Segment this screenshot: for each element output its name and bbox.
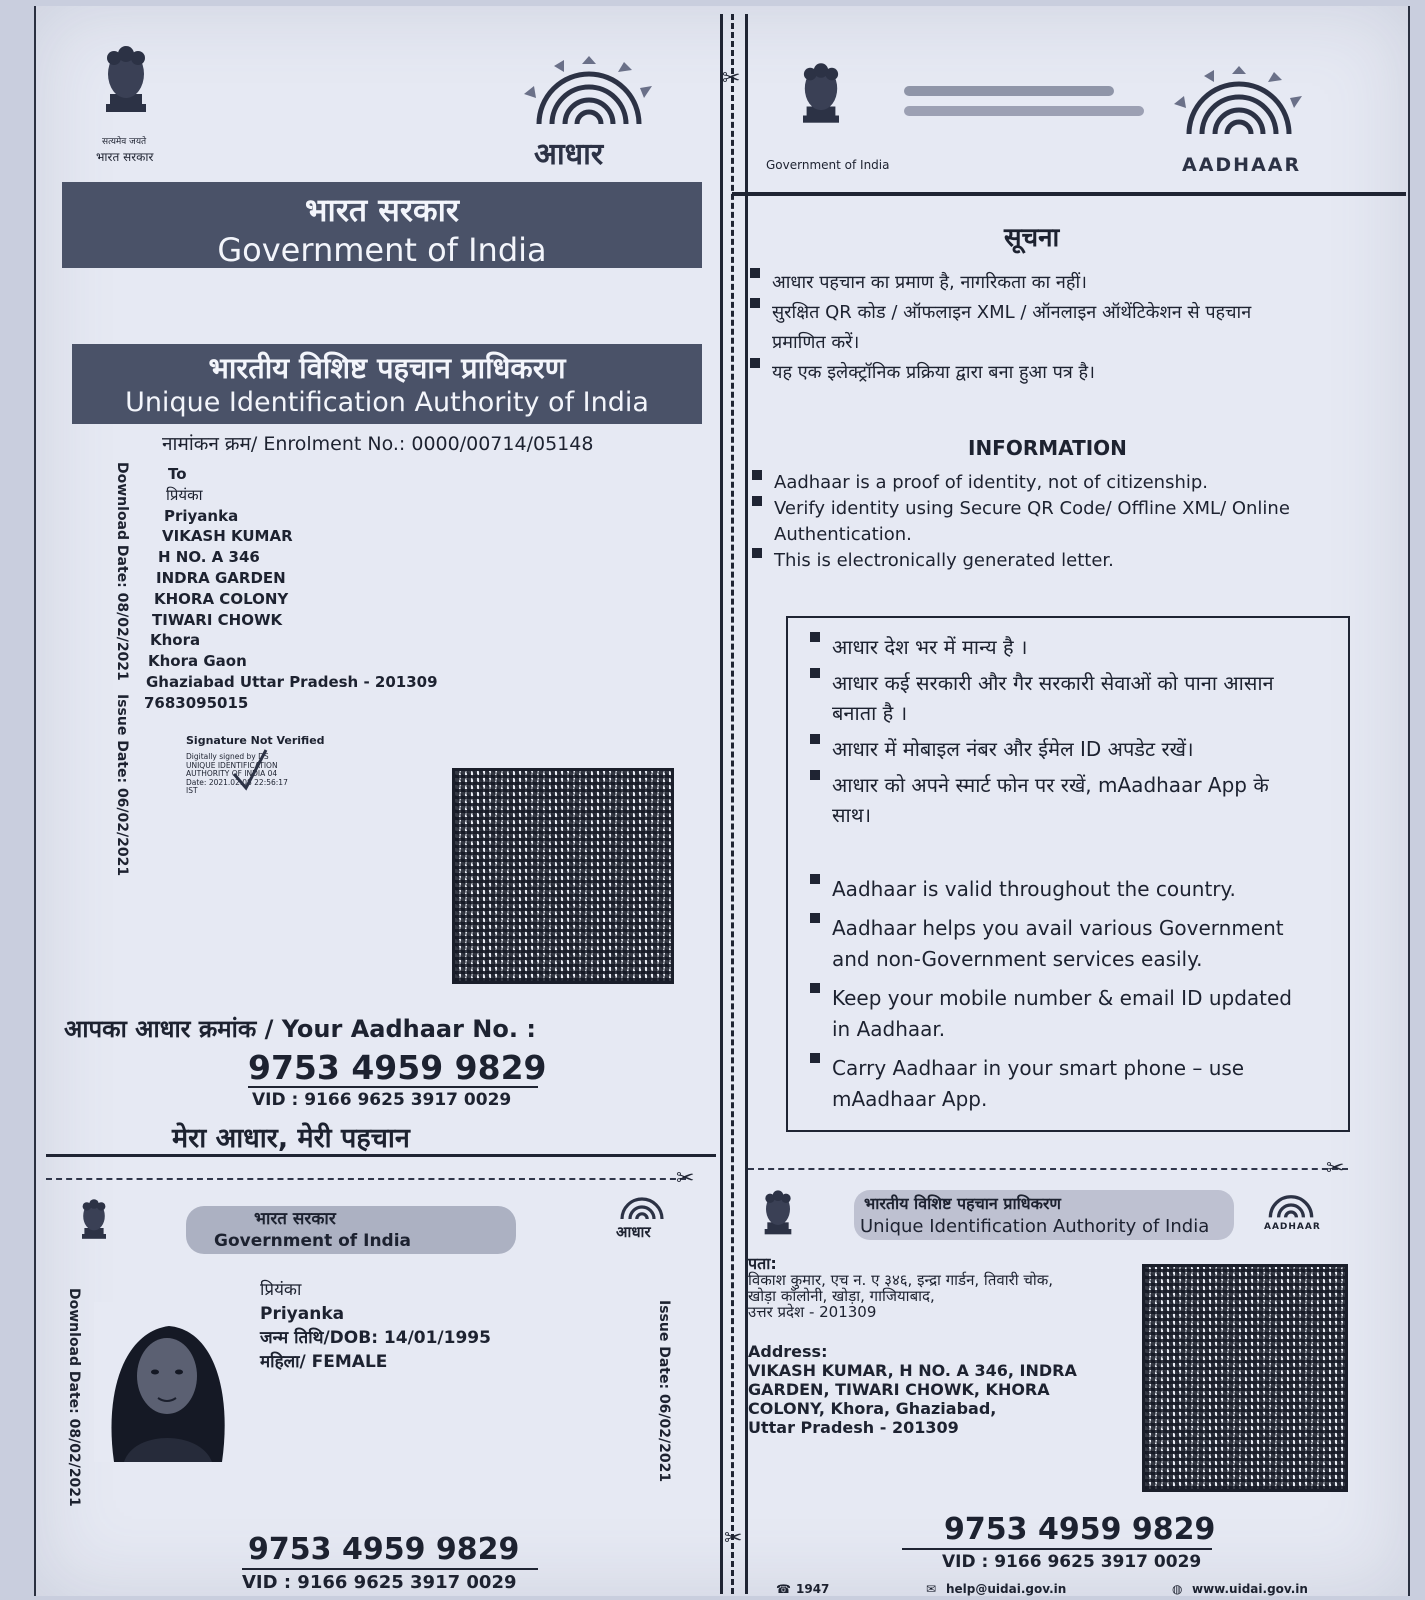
aadhaar-logo-text: AADHAAR	[1264, 1222, 1321, 1232]
information-item: This is electronically generated letter.	[752, 548, 1362, 574]
download-date: Download Date: 08/02/2021	[114, 462, 130, 681]
address-label: Address:	[748, 1342, 828, 1361]
aadhaar-number: 9753 4959 9829	[944, 1512, 1216, 1547]
help-email: help@uidai.gov.in	[946, 1582, 1067, 1596]
download-date: Download Date: 08/02/2021	[66, 1288, 82, 1507]
gender: महिला/ FEMALE	[260, 1352, 388, 1372]
vid-number: VID : 9166 9625 3917 0029	[242, 1572, 517, 1593]
issue-date: Issue Date: 06/02/2021	[656, 1300, 672, 1483]
enrolment-number: नामांकन क्रम/ Enrolment No.: 0000/00714/05148	[162, 433, 594, 455]
fact-item: Aadhaar is valid throughout the country.	[810, 874, 1310, 905]
facts-english-list	[810, 874, 1310, 1115]
cut-line	[46, 1178, 686, 1180]
aadhaar-logo-icon	[1260, 1188, 1322, 1222]
cardholder-details	[260, 1278, 491, 1374]
address-line: Ghaziabad Uttar Pradesh - 201309	[146, 672, 438, 691]
fact-item: आधार में मोबाइल नंबर और ईमेल ID अपडेट रखें।	[810, 734, 1310, 764]
address-label-hindi: पता:	[748, 1254, 777, 1273]
information-list	[752, 470, 1362, 574]
blurred-header-line	[904, 106, 1144, 116]
address-line: INDRA GARDEN	[156, 568, 286, 587]
scissors-icon: ✂	[724, 1526, 743, 1551]
vid-number: VID : 9166 9625 3917 0029	[942, 1552, 1202, 1572]
national-emblem-icon	[758, 1188, 798, 1250]
information-title: INFORMATION	[968, 436, 1127, 460]
address-line: Khora	[150, 631, 201, 650]
blurred-header-line	[904, 86, 1114, 96]
secure-qr-code	[452, 768, 674, 984]
aadhaar-number: 9753 4959 9829	[248, 1532, 520, 1567]
vid-number: VID : 9166 9625 3917 0029	[252, 1090, 512, 1110]
address-line: प्रियंका	[166, 485, 203, 504]
scissors-icon: ✂	[676, 1166, 695, 1191]
signature-check-icon	[230, 744, 270, 794]
facts-hindi-list	[810, 632, 1310, 830]
aadhaar-number-label: आपका आधार क्रमांक / Your Aadhaar No. :	[64, 1015, 536, 1043]
uidai-band-english: Unique Identification Authority of India	[125, 387, 649, 418]
name-hindi: प्रियंका	[260, 1280, 302, 1300]
address-line: Priyanka	[164, 506, 239, 525]
notice-hindi-list	[750, 268, 1310, 388]
cardholder-photo	[94, 1302, 240, 1462]
emblem-caption: Government of India	[766, 158, 890, 172]
header-divider	[732, 192, 1406, 196]
aadhaar-logo-icon	[514, 54, 664, 134]
aadhaar-logo-text: आधार	[534, 137, 604, 172]
address-line: VIKASH KUMAR, H NO. A 346, INDRA	[748, 1361, 1077, 1380]
notice-title: सूचना	[1004, 223, 1060, 253]
aadhaar-facts-box	[786, 616, 1350, 1132]
address-line: विकाश कुमार, एच न. ए ३४६, इन्द्रा गार्डन, तिवारी चोक,	[748, 1271, 1054, 1289]
slogan: मेरा आधार, मेरी पहचान	[172, 1123, 410, 1154]
address-line: Uttar Pradesh - 201309	[748, 1418, 959, 1437]
contact-footer	[748, 1582, 1408, 1596]
globe-icon: ◍	[1172, 1582, 1183, 1596]
fact-item: Aadhaar helps you avail various Government and non-Government services easily.	[810, 913, 1310, 975]
address-line: COLONY, Khora, Ghaziabad,	[748, 1399, 997, 1418]
uidai-band	[72, 344, 702, 424]
address-line: उत्तर प्रदेश - 201309	[748, 1303, 877, 1321]
signature-line: AUTHORITY OF INDIA 04	[186, 769, 278, 778]
website: www.uidai.gov.in	[1192, 1582, 1308, 1596]
address-line: KHORA COLONY	[154, 589, 289, 608]
uidai-band-hindi: भारतीय विशिष्ट पहचान प्राधिकरण	[208, 351, 566, 385]
aadhaar-logo-icon	[612, 1190, 672, 1224]
phone-icon: ☎	[776, 1582, 791, 1596]
cut-line	[748, 1168, 1348, 1170]
notice-item: यह एक इलेक्ट्रॉनिक प्रक्रिया द्वारा बना हुआ पत्र है।	[750, 358, 1310, 388]
section-divider	[46, 1154, 716, 1157]
scissors-icon: ✂	[722, 66, 741, 91]
address-hindi-block	[748, 1256, 1128, 1320]
aadhaar-logo-text: AADHAAR	[1182, 154, 1302, 176]
uidai-hindi: भारतीय विशिष्ट पहचान प्राधिकरण	[864, 1194, 1061, 1213]
government-band	[62, 182, 702, 268]
secure-qr-code	[1142, 1264, 1348, 1492]
gov-band-english: Government of India	[217, 231, 547, 269]
aadhaar-number: 9753 4959 9829	[248, 1048, 547, 1087]
fact-item: आधार देश भर में मान्य है ।	[810, 632, 1310, 662]
fact-item: आधार कई सरकारी और गैर सरकारी सेवाओं को पाना आसान बनाता है ।	[810, 668, 1310, 728]
address-line: TIWARI CHOWK	[152, 610, 283, 629]
gov-hindi: भारत सरकार	[254, 1209, 336, 1229]
helpline-number: 1947	[796, 1582, 830, 1596]
gov-band-hindi: भारत सरकार	[305, 191, 459, 229]
signature-line: Digitally signed by DS	[186, 752, 269, 761]
aadhaar-logo-text: आधार	[616, 1223, 651, 1241]
underline	[248, 1086, 538, 1088]
aadhaar-logo-icon	[1164, 64, 1314, 144]
cardholder-name: Priyanka	[260, 1304, 345, 1324]
date-of-birth: जन्म तिथि/DOB: 14/01/1995	[260, 1328, 491, 1348]
notice-item: आधार पहचान का प्रमाण है, नागरिकता का नहीं।	[750, 268, 1310, 298]
signature-line: IST	[186, 786, 198, 795]
uidai-english: Unique Identification Authority of India	[860, 1216, 1210, 1237]
aadhaar-letter	[34, 6, 1410, 1596]
address-english-block	[748, 1342, 1108, 1437]
signature-line: UNIQUE IDENTIFICATION	[186, 760, 278, 770]
scissors-icon: ✂	[1326, 1156, 1345, 1181]
address-line: VIKASH KUMAR	[162, 527, 293, 546]
fact-item: Carry Aadhaar in your smart phone – use mAadhaar App.	[810, 1053, 1310, 1115]
recipient-address	[144, 464, 438, 714]
signature-line: Date: 2021.02.08 22:56:17	[186, 777, 288, 787]
information-item: Aadhaar is a proof of identity, not of citizenship.	[752, 470, 1362, 496]
national-emblem-icon	[76, 1196, 112, 1254]
issue-date: Issue Date: 06/02/2021	[114, 694, 130, 877]
notice-item: सुरक्षित QR कोड / ऑफलाइन XML / ऑनलाइन ऑथेंटिकेशन से पहचान प्रमाणित करें।	[750, 298, 1310, 358]
information-item: Verify identity using Secure QR Code/ Offline XML/ Online Authentication.	[752, 496, 1362, 548]
fact-item: आधार को अपने स्मार्ट फोन पर रखें, mAadhaar App के साथ।	[810, 770, 1310, 830]
address-line: खोड़ा कॉलोनी, खोड़ा, गाजियाबाद,	[748, 1287, 935, 1305]
address-line: To	[168, 465, 187, 483]
national-emblem-icon	[96, 44, 156, 134]
national-emblem-icon	[794, 54, 848, 150]
center-cut-line	[720, 14, 748, 1594]
emblem-caption: भारत सरकार	[96, 150, 154, 164]
address-line: Khora Gaon	[148, 652, 247, 671]
underline	[242, 1568, 538, 1570]
gov-english: Government of India	[214, 1231, 412, 1251]
address-line: 7683095015	[144, 693, 249, 712]
address-line: GARDEN, TIWARI CHOWK, KHORA	[748, 1380, 1050, 1399]
digital-signature-block	[186, 734, 325, 796]
email-icon: ✉	[926, 1582, 937, 1596]
fact-item: Keep your mobile number & email ID updated in Aadhaar.	[810, 983, 1310, 1045]
emblem-motto: सत्यमेव जयते	[102, 137, 147, 147]
signature-status: Signature Not Verified	[186, 734, 325, 747]
address-line: H NO. A 346	[158, 548, 260, 567]
underline	[902, 1548, 1212, 1550]
